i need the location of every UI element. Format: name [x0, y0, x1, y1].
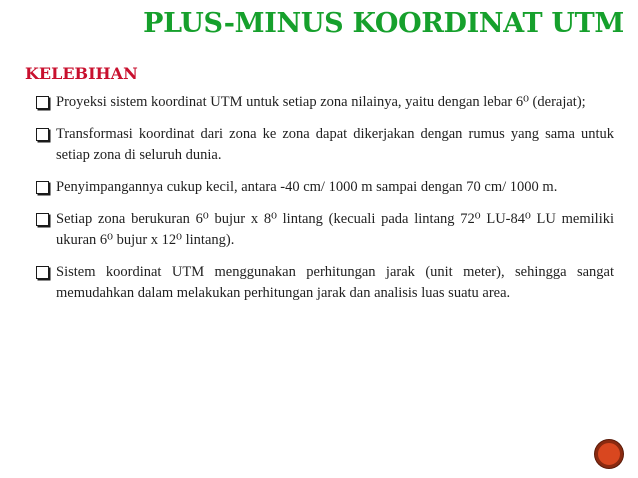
list-item-text: Setiap zona berukuran 6⁰ bujur x 8⁰ lintang (kecuali pada lintang 72⁰ LU-84⁰ LU memiliki ukuran 6⁰ bujur x 12⁰ lintang).	[56, 211, 614, 248]
checkbox-bullet-icon	[36, 181, 49, 194]
bullet-list	[36, 92, 614, 315]
list-item-text: Transformasi koordinat dari zona ke zona dapat dikerjakan dengan rumus yang sama untuk setiap zona di seluruh dunia.	[56, 126, 614, 163]
checkbox-bullet-icon	[36, 213, 49, 226]
list-item	[36, 209, 614, 251]
list-item	[36, 262, 614, 304]
list-item	[36, 177, 614, 198]
slide-title: PLUS-MINUS KOORDINAT UTM	[143, 8, 624, 39]
decorative-circle-icon	[595, 440, 623, 468]
list-item-text: Proyeksi sistem koordinat UTM untuk setiap zona nilainya, yaitu dengan lebar 6⁰ (derajat);	[56, 94, 586, 110]
list-item	[36, 124, 614, 166]
section-heading: KELEBIHAN	[25, 64, 138, 83]
list-item	[36, 92, 614, 113]
checkbox-bullet-icon	[36, 128, 49, 141]
checkbox-bullet-icon	[36, 96, 49, 109]
list-item-text: Sistem koordinat UTM menggunakan perhitungan jarak (unit meter), sehingga sangat memudahkan dalam melakukan perhitungan jarak dan analisis luas suatu area.	[56, 264, 614, 301]
checkbox-bullet-icon	[36, 266, 49, 279]
list-item-text: Penyimpangannya cukup kecil, antara -40 cm/ 1000 m sampai dengan 70 cm/ 1000 m.	[56, 179, 558, 195]
